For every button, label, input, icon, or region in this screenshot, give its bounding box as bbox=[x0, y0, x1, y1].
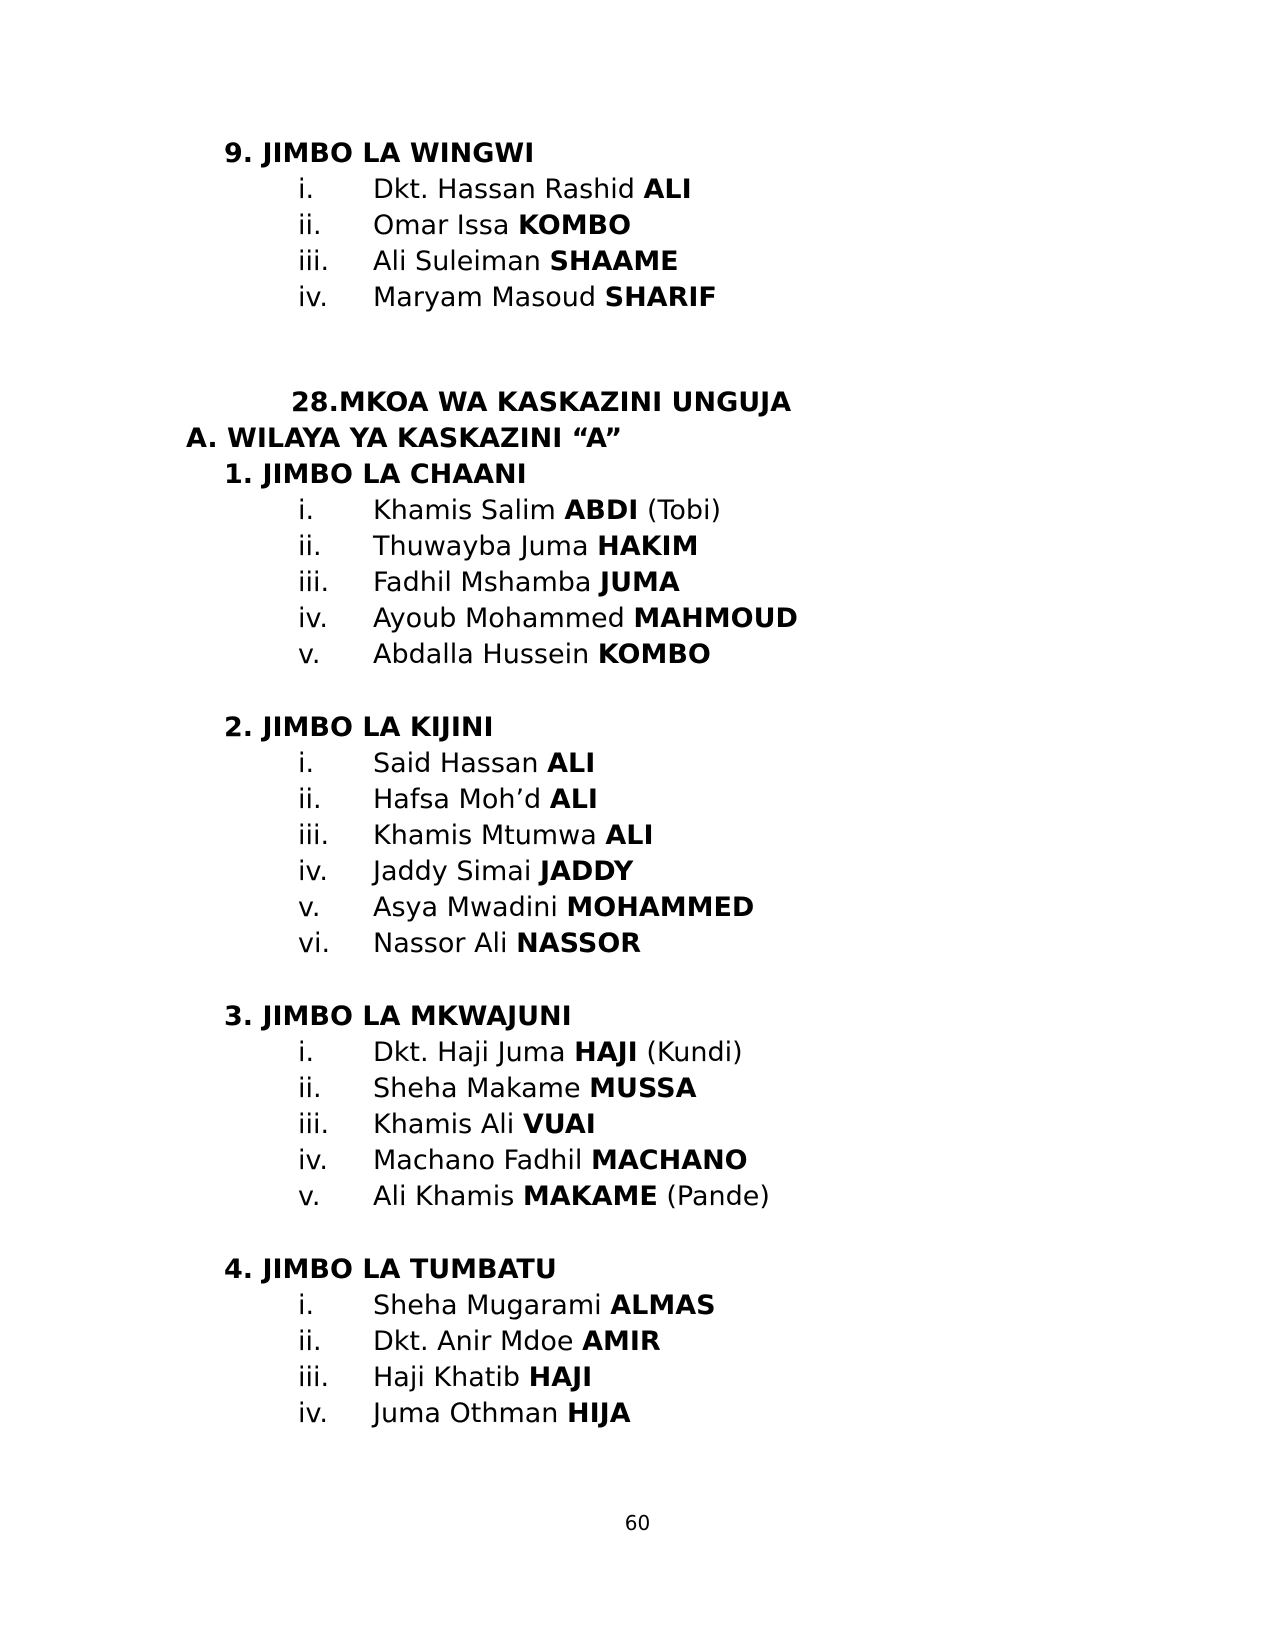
candidate-name: Ali Khamis MAKAME (Pande) bbox=[373, 1181, 770, 1212]
page-number: 60 bbox=[624, 1511, 651, 1535]
item-number: iii. bbox=[298, 1109, 330, 1140]
candidate-name: Ayoub Mohammed MAHMOUD bbox=[373, 603, 798, 634]
constituency-heading-kijini: 2. JIMBO LA KIJINI bbox=[224, 712, 494, 743]
candidate-name: Hafsa Moh’d ALI bbox=[373, 784, 598, 815]
item-number: iv. bbox=[298, 856, 328, 887]
candidate-name: Sheha Makame MUSSA bbox=[373, 1073, 697, 1104]
candidate-name: Khamis Mtumwa ALI bbox=[373, 820, 654, 851]
item-number: ii. bbox=[298, 784, 322, 815]
item-number: iv. bbox=[298, 1398, 328, 1429]
item-number: vi. bbox=[298, 928, 331, 959]
item-number: ii. bbox=[298, 1326, 322, 1357]
item-number: iii. bbox=[298, 1362, 330, 1393]
item-number: iii. bbox=[298, 567, 330, 598]
item-number: iii. bbox=[298, 820, 330, 851]
candidate-name: Khamis Salim ABDI (Tobi) bbox=[373, 495, 722, 526]
district-title: A. WILAYA YA KASKAZINI “A” bbox=[186, 423, 623, 454]
item-number: v. bbox=[298, 892, 321, 923]
candidate-name: Asya Mwadini MOHAMMED bbox=[373, 892, 755, 923]
candidate-name: Abdalla Hussein KOMBO bbox=[373, 639, 711, 670]
region-title: 28.MKOA WA KASKAZINI UNGUJA bbox=[291, 387, 792, 418]
constituency-heading-mkwajuni: 3. JIMBO LA MKWAJUNI bbox=[224, 1001, 572, 1032]
item-number: v. bbox=[298, 639, 321, 670]
item-number: iv. bbox=[298, 1145, 328, 1176]
item-number: iii. bbox=[298, 246, 330, 277]
candidate-name: Maryam Masoud SHARIF bbox=[373, 282, 717, 313]
item-number: i. bbox=[298, 495, 315, 526]
constituency-heading-wingwi: 9. JIMBO LA WINGWI bbox=[224, 138, 535, 169]
candidate-name: Dkt. Anir Mdoe AMIR bbox=[373, 1326, 661, 1357]
item-number: i. bbox=[298, 1290, 315, 1321]
candidate-name: Thuwayba Juma HAKIM bbox=[373, 531, 699, 562]
candidate-name: Khamis Ali VUAI bbox=[373, 1109, 596, 1140]
item-number: iv. bbox=[298, 282, 328, 313]
candidate-name: Said Hassan ALI bbox=[373, 748, 596, 779]
constituency-heading-chaani: 1. JIMBO LA CHAANI bbox=[224, 459, 527, 490]
candidate-name: Juma Othman HIJA bbox=[373, 1398, 631, 1429]
item-number: ii. bbox=[298, 210, 322, 241]
candidate-name: Omar Issa KOMBO bbox=[373, 210, 632, 241]
item-number: i. bbox=[298, 748, 315, 779]
item-number: i. bbox=[298, 174, 315, 205]
item-number: i. bbox=[298, 1037, 315, 1068]
candidate-name: Nassor Ali NASSOR bbox=[373, 928, 642, 959]
constituency-heading-tumbatu: 4. JIMBO LA TUMBATU bbox=[224, 1254, 557, 1285]
candidate-name: Sheha Mugarami ALMAS bbox=[373, 1290, 716, 1321]
candidate-name: Machano Fadhil MACHANO bbox=[373, 1145, 748, 1176]
candidate-name: Dkt. Hassan Rashid ALI bbox=[373, 174, 692, 205]
item-number: ii. bbox=[298, 1073, 322, 1104]
candidate-name: Fadhil Mshamba JUMA bbox=[373, 567, 680, 598]
candidate-name: Haji Khatib HAJI bbox=[373, 1362, 593, 1393]
item-number: v. bbox=[298, 1181, 321, 1212]
item-number: ii. bbox=[298, 531, 322, 562]
candidate-name: Dkt. Haji Juma HAJI (Kundi) bbox=[373, 1037, 743, 1068]
candidate-name: Ali Suleiman SHAAME bbox=[373, 246, 679, 277]
candidate-name: Jaddy Simai JADDY bbox=[373, 856, 634, 887]
item-number: iv. bbox=[298, 603, 328, 634]
